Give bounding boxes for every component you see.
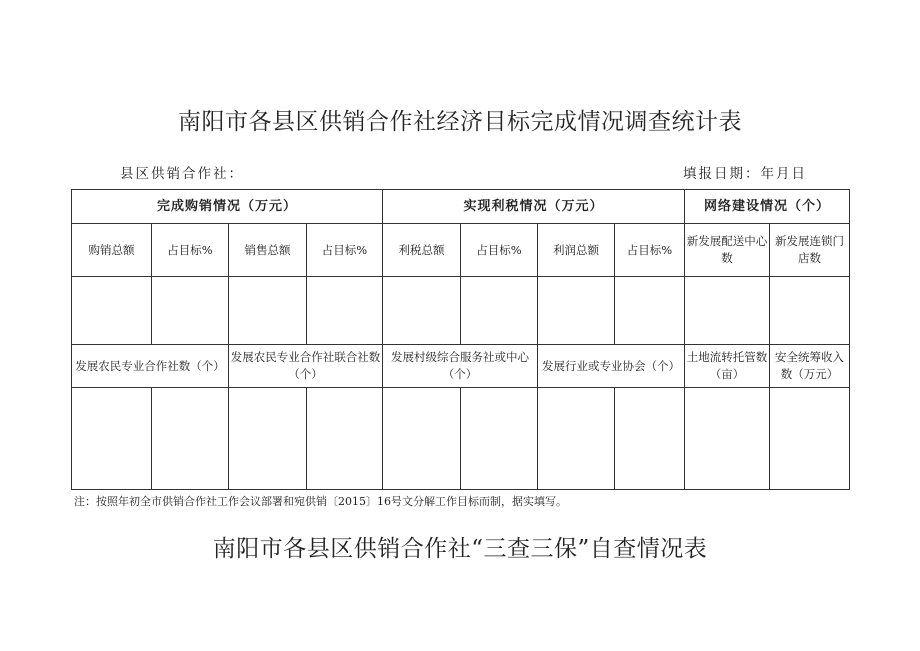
table-cell[interactable]	[152, 388, 229, 490]
table-cell[interactable]	[770, 388, 850, 490]
page-title: 南阳市各县区供销合作社经济目标完成情况调查统计表	[178, 109, 742, 135]
column-header: 购销总额	[72, 224, 152, 277]
table-cell[interactable]	[461, 277, 538, 345]
table-cell[interactable]	[685, 388, 770, 490]
column-header: 新发展配送中心数	[685, 224, 770, 277]
column-header: 利润总额	[538, 224, 615, 277]
table-cell[interactable]	[229, 388, 307, 490]
group-header-row	[72, 190, 850, 224]
table-cell[interactable]	[615, 388, 685, 490]
table-cell[interactable]	[685, 277, 770, 345]
column-header: 新发展连锁门店数	[770, 224, 850, 277]
table-cell[interactable]	[229, 277, 307, 345]
column-header: 发展农民专业合作社数（个）	[72, 345, 229, 388]
table-cell[interactable]	[72, 277, 152, 345]
group-header-network: 网络建设情况（个）	[685, 190, 850, 224]
column-header: 占目标%	[152, 224, 229, 277]
column-header: 销售总额	[229, 224, 307, 277]
report-date-label: 填报日期：年月日	[683, 166, 807, 182]
column-header: 占目标%	[307, 224, 383, 277]
table-cell[interactable]	[72, 388, 152, 490]
table-note: 注：按照年初全市供销合作社工作会议部署和宛供销〔2015〕16号文分解工作目标而制，据实填写。	[74, 495, 567, 508]
column-header: 发展农民专业合作社联合社数（个）	[229, 345, 383, 388]
table-cell[interactable]	[538, 277, 615, 345]
county-coop-label: 县区供销合作社：	[120, 166, 244, 182]
table-cell[interactable]	[383, 388, 461, 490]
column-header: 安全统筹收入数（万元）	[770, 345, 850, 388]
table-cell[interactable]	[383, 277, 461, 345]
column-header: 土地流转托管数（亩）	[685, 345, 770, 388]
column-header-row	[72, 224, 850, 277]
table-cell[interactable]	[307, 277, 383, 345]
statistics-table	[71, 189, 850, 490]
group-header-profit-tax: 实现利税情况（万元）	[383, 190, 685, 224]
group-header-purchase-sales: 完成购销情况（万元）	[72, 190, 383, 224]
second-table-title: 南阳市各县区供销合作社“三查三保”自查情况表	[212, 536, 708, 562]
column-header: 利税总额	[383, 224, 461, 277]
column-header: 占目标%	[461, 224, 538, 277]
table-cell[interactable]	[152, 277, 229, 345]
table-cell[interactable]	[770, 277, 850, 345]
column-header: 发展行业或专业协会（个）	[538, 345, 685, 388]
column-header: 占目标%	[615, 224, 685, 277]
table-cell[interactable]	[461, 388, 538, 490]
table-row	[72, 277, 850, 345]
table-cell[interactable]	[615, 277, 685, 345]
column-header: 发展村级综合服务社或中心（个）	[383, 345, 538, 388]
table-cell[interactable]	[538, 388, 615, 490]
table-row	[72, 388, 850, 490]
column-header-row-2	[72, 345, 850, 388]
table-cell[interactable]	[307, 388, 383, 490]
